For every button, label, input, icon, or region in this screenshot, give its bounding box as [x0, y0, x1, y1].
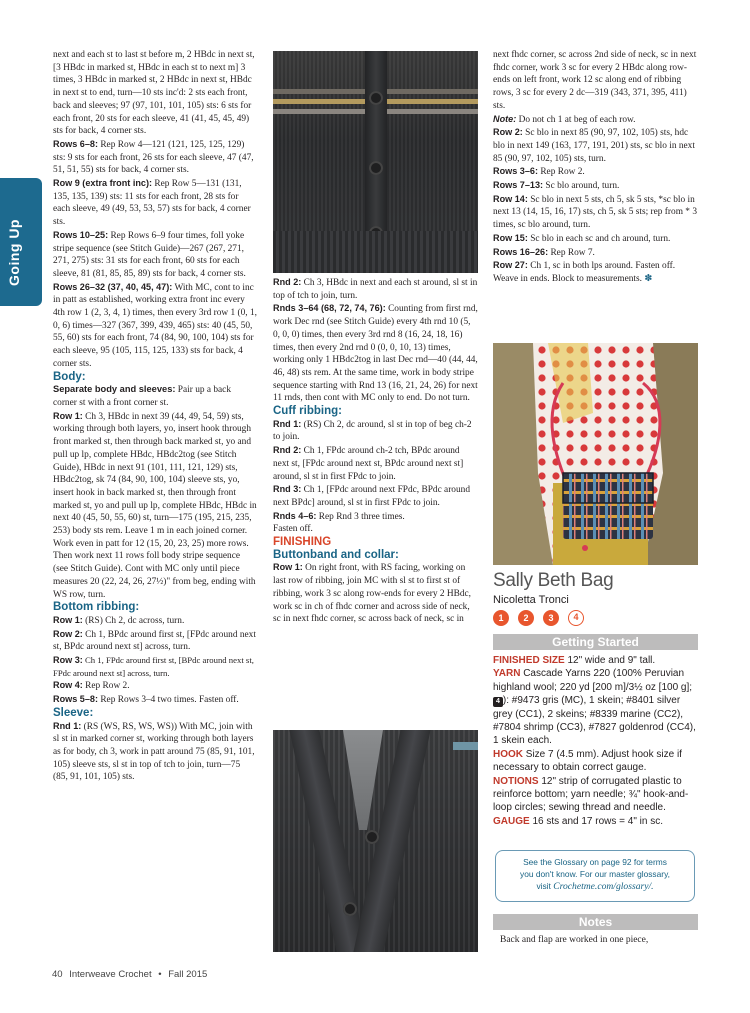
shirt [343, 730, 383, 830]
row-text: Do not ch 1 at beg of each row. [516, 114, 636, 125]
section-tab-label: Going Up [6, 219, 22, 286]
column-1 [53, 49, 257, 784]
paragraph: next and each st to last st before m, 2 HBdc in next st, [3 HBdc in marked st, HBdc in each st to next m] 3 times, 3 HBdc in marked st, 2 HBdc in next st, HBdc in next st to end, turn—10 sts inc'd: 2 sts each front, back and sleeves; 97 (97, 101, 101, 105) sts: 6 sts for each front, 20 sts for each sleeve, 41 (41, 45, 45, 49) sts for back, 4 corner sts. [53, 50, 255, 137]
issue-date: Fall 2015 [168, 969, 208, 980]
row-label: Row 27: [493, 260, 528, 271]
row-label: Rnd 3: [273, 484, 302, 495]
note-label: Note: [493, 113, 517, 124]
row-text: Ch 1, FPdc around ch-2 tch, BPdc around next st, [FPdc around next st, BPdc around next st] around, sl st in first FPdc to join. [273, 446, 464, 482]
row-text: Rep Rows 6–9 four times, foll yoke stripe sequence (see Stitch Guide)—267 (267, 271, 271, 275) sts: 31 sts for each front, 60 sts for each sleeve, 81 (81, 85, 85, 89) sts for back, 4 corner sts. [53, 230, 246, 279]
section-heading-finishing: FINISHING [273, 536, 332, 549]
glossary-box [495, 850, 695, 902]
row-label: Rows 3–6: [493, 166, 538, 177]
row-text: Counting from first rnd, work Dec rnd (see Stitch Guide) every 4th rnd 10 (5, 0, 0, 0) times, then every 3rd rnd 8 (16, 24, 18, 16) times, then every 2nd rnd 0 (0, 0, 10, 13) times, working only 1 HBdc2tog in last Dec rnd—40 (44, 44, 46, 48) sts rem. At the same time, work in body stripe sequence starting with Rnd 13 (16, 21, 24, 26) for next 11 rnds, then cont with MC only to end. Do not turn. [273, 304, 478, 404]
row-text: Rep Rows 3–4 two times. Fasten off. [97, 695, 239, 706]
row-label: Rows 10–25: [53, 229, 109, 240]
row-label: Rows 6–8: [53, 138, 98, 149]
row-text: Rep Row 7. [548, 247, 595, 258]
row-text: Ch 1, BPdc around first st, [FPdc around next st, BPdc around next st] across, turn. [53, 629, 256, 653]
row-text: With MC, cont to inc in patt as established, working extra front inc every 4th row 1 (2, 3, 4, 1) times, then every 3rd row 1 (0, 1, 0, 6) times—327 (367, 399, 439, 465) sts: 40 (45, 50, 55, 60) sts for each front, 74 (84, 90, 100, 104) sts for each sleeve, 95 (105, 115, 125, 133) sts for back, 4 corner sts. [53, 282, 257, 369]
row-label: Rnds 4–6: [273, 510, 317, 521]
row-text: Sc blo in next 5 sts, ch 5, sk 5 sts, *sc blo in next 13 (14, 15, 16, 17) sts, ch 5, sk 5 sts; rep from * 3 times, sc blo around, turn. [493, 194, 697, 231]
paragraph: Fasten off. [273, 524, 313, 535]
finished-size-label: FINISHED SIZE [493, 655, 565, 666]
skill-level-1-icon: 1 [493, 610, 509, 626]
row-label: Rows 16–26: [493, 246, 549, 257]
row-text: (RS (WS, RS, WS, WS)) With MC, join with sl st in marked corner st, working through both layers as for body, ch 3, work in patt around 75 (85, 91, 101, 105) sleeve sts, sl st in top of tch to join, turn—75 (85, 91, 101, 105) sts. [53, 721, 255, 783]
glossary-visit: visit [536, 881, 554, 891]
row-label: Rnd 2: [273, 445, 302, 456]
row-text: Ch 1, [FPdc around next FPdc, BPdc around next BPdc] around, sl st in first FPdc to join. [273, 485, 470, 508]
column-2 [273, 276, 478, 626]
button-icon [343, 902, 357, 916]
row-text: Pair up a back corner st with a front corner st. [53, 385, 231, 408]
end-mark-icon: ✽ [644, 273, 653, 284]
section-heading-bottom-ribbing: Bottom ribbing: [53, 601, 140, 614]
skill-level-3-icon: 3 [543, 610, 559, 626]
row-text: Sc blo in each sc and ch around, turn. [527, 233, 671, 244]
row-label: Rnd 1: [53, 720, 82, 731]
paragraph: Weave in ends. Block to measurements. [493, 273, 642, 284]
yarn-value-rest: ): #9473 gris (MC), 1 skein; #8401 silver grey (CC1), 2 skeins; #8339 marine (CC2), #7804 shrimp (CC3), #7827 goldenrod (CC4), 1 skein each. [493, 695, 696, 747]
button-icon [369, 91, 383, 105]
row-text: Ch 1, FPdc around first st, [BPdc around next st, FPdc around next st] across, turn. [53, 655, 254, 678]
notes-bar: Notes [493, 914, 698, 930]
row-text: Rep Row 4—121 (121, 125, 125, 129) sts: 9 sts for each front, 26 sts for each sleeve, 47 (47, 51, 51, 55) sts for back, 4 corner sts. [53, 139, 254, 176]
gauge-label: GAUGE [493, 815, 530, 827]
gauge-value: 16 sts and 17 rows = 4" in sc. [529, 815, 664, 827]
yarn-label: YARN [493, 668, 521, 680]
paragraph: Work even in patt for 12 (15, 20, 23, 25) more rows. Then work next 11 rows foll body stripe sequence (see Stitch Guide). Cont with MC only until piece measures 20 (22, 24, 26, 27½)" from beg, ending with WS row, turn. [53, 538, 256, 600]
row-label: Row 3: [53, 655, 83, 666]
section-heading-cuff-ribbing: Cuff ribbing: [273, 405, 342, 418]
row-label: Rows 7–13: [493, 180, 544, 191]
row-label: Rows 5–8: [53, 694, 98, 705]
row-label: Rnd 1: [273, 418, 302, 429]
row-text: Rep Row 2. [82, 681, 130, 692]
button-icon [369, 161, 383, 175]
pattern-title: Sally Beth Bag [493, 570, 614, 591]
row-label: Row 2: [53, 628, 83, 639]
row-text: Sc blo around, turn. [543, 181, 620, 192]
glossary-line: you don't know. For our master glossary, [520, 869, 670, 879]
skill-level [493, 610, 584, 626]
hook-value: Size 7 (4.5 mm). Adjust hook size if necessary to obtain correct gauge. [493, 748, 682, 774]
row-text: On right front, with RS facing, working on last row of ribbing, join MC with sl st to first st of ribbing, work 3 sc along row-ends for every 2 HBdc, work sc in ch of fhdc corner and across side of neck, sc in next fhdc corner, sc across back of neck, sc in [273, 563, 471, 625]
row-text: (RS) Ch 2, dc around, sl st in top of beg ch-2 to join. [273, 419, 472, 443]
ribbing [273, 231, 478, 273]
row-text: Sc blo in next 85 (90, 97, 102, 105) sts, hdc blo in next 149 (163, 177, 191, 201) sts, sc blo in next 85 (90, 97, 102, 105) sts, turn. [493, 128, 695, 164]
row-text: Rep Row 2. [537, 167, 585, 178]
glossary-line: See the Glossary on page 92 for terms [523, 857, 667, 867]
skill-level-2-icon: 2 [518, 610, 534, 626]
row-label: Row 1: [273, 562, 303, 573]
magazine-name: Interweave Crochet [69, 969, 152, 980]
notes-text: Back and flap are worked in one piece, [500, 935, 649, 945]
section-heading-sleeve: Sleeve: [53, 706, 94, 719]
skill-level-4-icon: 4 [568, 610, 584, 626]
page-number: 40 [52, 969, 63, 980]
row-label: Rnd 2: [273, 277, 302, 287]
paragraph: next fhdc corner, sc across 2nd side of neck, sc in next fhdc corner, work 3 sc for every 2 HBdc along row-ends on left front, work 12 sc along end of ribbing rows, 3 sc for every 2 dc—319 (343, 371, 395, 411) sts. [493, 50, 697, 111]
row-label: Row 4: [53, 680, 83, 691]
row-label: Rows 26–32 (37, 40, 45, 47): [53, 281, 173, 292]
row-label: Rnds 3–64 (68, 72, 74, 76): [273, 303, 386, 314]
getting-started-info [493, 654, 698, 828]
notions-value: 12" strip of corrugated plastic to reinforce bottom; yarn needle; ¾" hook-and-loop circles; sewing thread and needle. [493, 775, 689, 814]
footer-bullet: • [158, 969, 162, 980]
designer-name: Nicoletta Tronci [493, 594, 569, 606]
row-text: Rep Rnd 3 three times. [316, 511, 405, 522]
section-heading-body: Body: [53, 370, 86, 383]
hook-label: HOOK [493, 748, 523, 760]
cardigan-front-photo [273, 730, 478, 952]
bag-photo [493, 343, 698, 565]
row-text: Ch 3, HBdc in next and each st around, sl st in top of tch to join, turn. [273, 278, 478, 301]
notions-label: NOTIONS [493, 775, 539, 787]
row-label: Row 15: [493, 232, 528, 243]
glossary-link[interactable]: Crochetme.com/glossary/. [553, 881, 654, 892]
yarn-weight-icon: 4 [493, 697, 503, 707]
row-label: Row 14: [493, 193, 528, 204]
stripe [453, 742, 478, 750]
row-text: (RS) Ch 2, dc across, turn. [82, 615, 185, 626]
getting-started-bar: Getting Started [493, 634, 698, 650]
section-tab [0, 178, 42, 306]
row-label: Row 9 (extra front inc): [53, 178, 153, 189]
button-icon [365, 830, 379, 844]
subheading: Separate body and sleeves: [53, 384, 176, 395]
row-text: Ch 3, HBdc in next 39 (44, 49, 54, 59) sts, working through both layers, yo, insert hook through front marked st, then through back marked st, yo and pull up lp, complete HBdc, HBdc2tog (see Stitch Guide), HBdc in next 91 (101, 111, 121, 129) sts, HBdc2tog, sk 74 (84, 90, 100, 104) sleeve sts, yo, insert hook in back marked st, then through front marked st, yo and pull up lp, complete HBdc, HBdc in next 40 (45, 50, 55, 60) st, turn—175 (195, 215, 235, 253) body sts rem. Leave 1 m in each joined corner. [53, 411, 257, 537]
bag-photo-illustration [493, 343, 698, 565]
cardigan-detail-photo [273, 51, 478, 273]
row-label: Row 1: [53, 614, 83, 625]
column-3 [493, 49, 698, 286]
row-text: Rep Row 5—131 (131, 135, 135, 139) sts: 11 sts for each front, 28 sts for each sleeve, 49 (49, 53, 53, 57) sts for back, 4 corner sts. [53, 179, 251, 228]
row-label: Row 2: [493, 127, 523, 138]
finished-size-value: 12" wide and 9" tall. [564, 655, 656, 666]
section-heading-buttonband: Buttonband and collar: [273, 548, 399, 561]
row-text: Ch 1, sc in both lps around. Fasten off. [527, 261, 676, 272]
row-label: Row 1: [53, 410, 83, 421]
yarn-value: Cascade Yarns 220 (100% Peruvian highland wool; 220 yd [200 m]/3½ oz [100 g]; [493, 668, 693, 693]
page-footer [52, 969, 211, 980]
